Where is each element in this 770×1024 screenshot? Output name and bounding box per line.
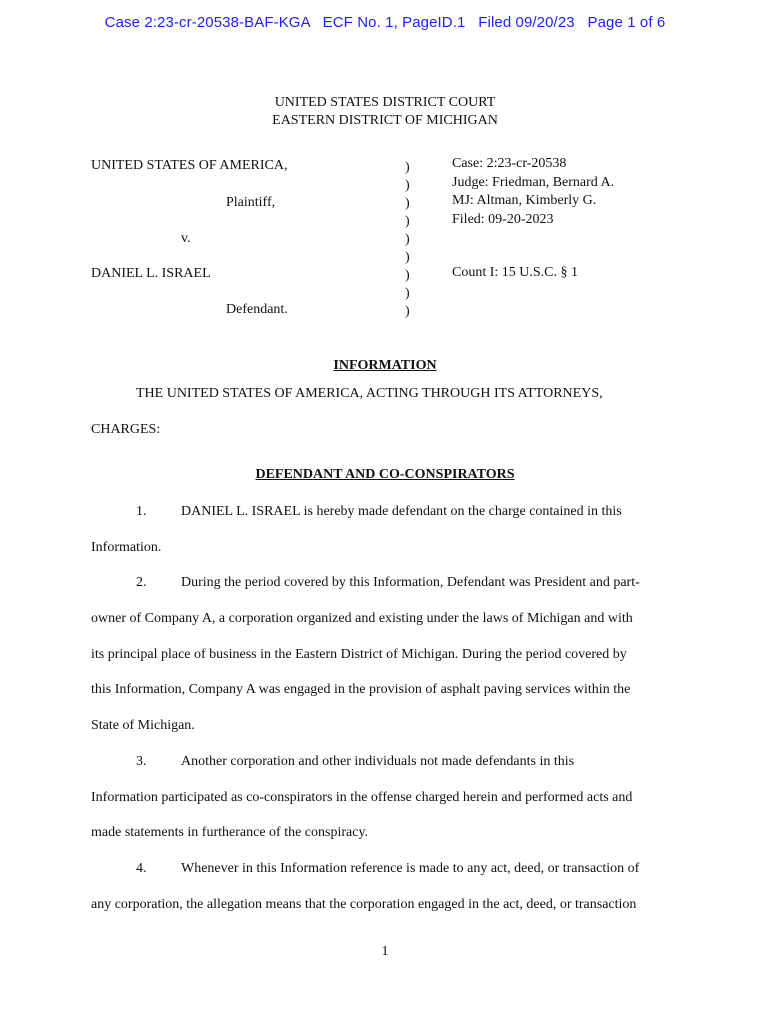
preamble-line: CHARGES: [91,422,161,437]
court-district: EASTERN DISTRICT OF MICHIGAN [272,113,498,128]
paragraph-line: Another corporation and other individuals not made defendants in this [181,754,575,769]
section-title: DEFENDANT AND CO-CONSPIRATORS [255,467,515,482]
paragraph-line: its principal place of business in the Eastern District of Michigan. During the period covered by [91,647,627,662]
magistrate-judge: MJ: Altman, Kimberly G. [452,193,597,208]
caption-paren: ) [405,196,410,211]
paragraph-line: DANIEL L. ISRAEL is hereby made defendant on the charge contained in this [181,504,622,519]
paragraph-line: this Information, Company A was engaged in the provision of asphalt paving services within the [91,682,631,697]
paragraph-line: Information participated as co-conspirators in the offense charged herein and performed acts and [91,790,633,805]
paragraph-line: Whenever in this Information reference is made to any act, deed, or transaction of [181,861,640,876]
caption-paren: ) [405,232,410,247]
paragraph-line: any corporation, the allegation means that the corporation engaged in the act, deed, or transaction [91,897,637,912]
filed-date: Filed: 09-20-2023 [452,211,554,227]
caption-paren: ) [405,268,410,283]
paragraph-line: made statements in furtherance of the conspiracy. [91,825,369,840]
caption-paren: ) [405,250,410,265]
paragraph-number: 4. [136,861,147,876]
case-info-block [452,155,614,229]
paragraph-line: State of Michigan. [91,718,195,733]
page-number: 1 [381,944,389,959]
plaintiff-role: Plaintiff, [226,195,276,210]
caption-paren: ) [405,286,410,301]
court-heading [0,94,770,130]
count-citation: Count I: 15 U.S.C. § 1 [452,265,579,280]
versus: v. [181,231,191,246]
court-name: UNITED STATES DISTRICT COURT [274,95,496,110]
caption-paren: ) [405,160,410,175]
caption-paren: ) [405,178,410,193]
information-title: INFORMATION [333,358,437,373]
judge: Judge: Friedman, Bernard A. [452,174,615,190]
case-number: Case: 2:23-cr-20538 [452,156,567,171]
paragraph-line: During the period covered by this Information, Defendant was President and part- [181,575,640,590]
caption-paren: ) [405,304,410,319]
paragraph-number: 3. [136,754,147,769]
preamble-line: THE UNITED STATES OF AMERICA, ACTING THROUGH ITS ATTORNEYS, [136,386,603,401]
caption-paren: ) [405,214,410,229]
paragraph-number: 2. [136,575,147,590]
paragraph-line: owner of Company A, a corporation organized and existing under the laws of Michigan and with [91,611,633,626]
paragraph-number: 1. [136,504,147,519]
defendant-name: DANIEL L. ISRAEL [91,266,211,281]
ecf-stamp-header: Case 2:23-cr-20538-BAF-KGA ECF No. 1, PageID.1 Filed 09/20/23 Page 1 of 6 [104,14,666,31]
defendant-role: Defendant. [226,302,288,317]
paragraph-line: Information. [91,540,162,555]
plaintiff-name: UNITED STATES OF AMERICA, [91,158,288,173]
